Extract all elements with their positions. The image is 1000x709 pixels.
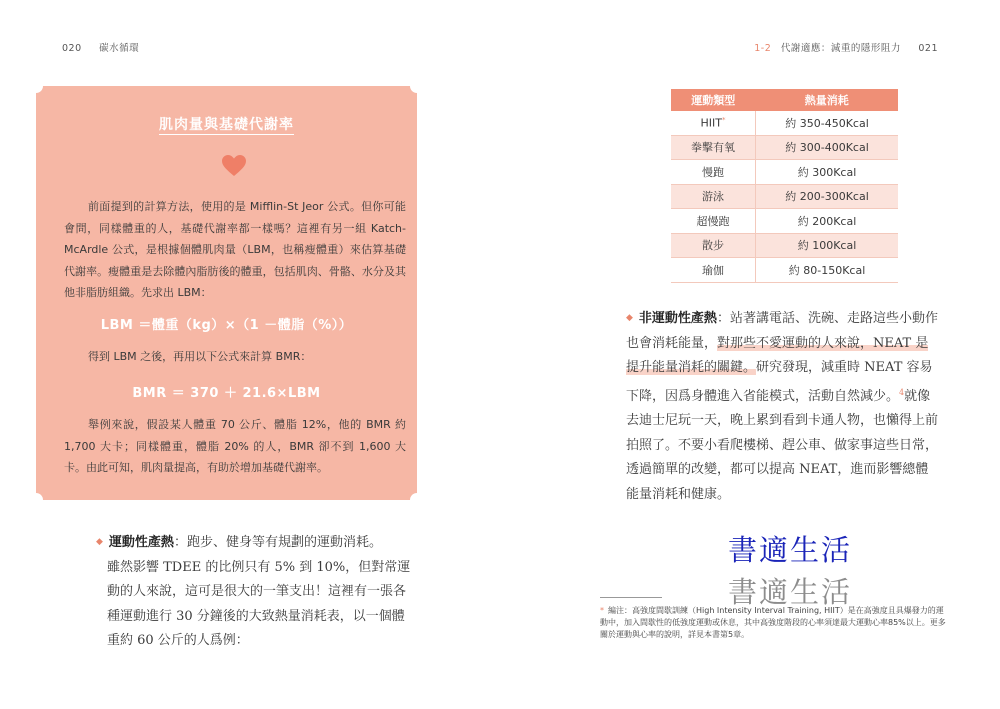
table-cell-type: HIIT bbox=[700, 116, 722, 130]
lbm-formula: LBM ＝體重（kg）×（1 －體脂（%）） bbox=[100, 318, 353, 333]
table-cell-type: 散步 bbox=[671, 233, 756, 258]
table-row bbox=[671, 258, 898, 283]
table-cell-kcal: 約 200-300Kcal bbox=[756, 184, 899, 209]
table-row bbox=[671, 135, 898, 160]
table-row bbox=[671, 111, 898, 135]
bmr-formula: BMR ＝ 370 ＋ 21.6×LBM bbox=[132, 386, 321, 401]
calorie-table bbox=[671, 89, 898, 283]
keyword-neat: 非運動性產熱 bbox=[638, 311, 717, 326]
table-row bbox=[671, 233, 898, 258]
table-cell-kcal: 約 300-400Kcal bbox=[756, 135, 899, 160]
exercise-thermogenesis-paragraph bbox=[96, 530, 412, 654]
table-cell-type: 超慢跑 bbox=[671, 209, 756, 234]
box-title: 肌肉量與基礎代謝率 bbox=[159, 117, 294, 133]
box-paragraph-2: 得到 LBM 之後，再用以下公式來計算 BMR： bbox=[88, 350, 312, 363]
chapter-title: 代謝適應：減重的隱形阻力 bbox=[780, 43, 901, 54]
right-page-number: 021 bbox=[918, 43, 938, 54]
endnote-reference: 4 bbox=[899, 387, 905, 397]
left-body-line1: ：跑步、健身等有規劃的運動消耗。 bbox=[173, 535, 382, 550]
left-body-rest: 雖然影響 TDEE 的比例只有 5% 到 10%，但對常運動的人來說，這可是很大的一筆支出！這裡有一張各種運動進行 30 分鐘後的大致熱量消耗表，以一個體重約 60 公斤的人爲例： bbox=[107, 559, 411, 648]
publisher-watermark: 書適生活 bbox=[728, 533, 853, 567]
table-cell-type: 游泳 bbox=[671, 184, 756, 209]
table-note-mark: * bbox=[721, 115, 726, 124]
box-paragraph-1: 前面提到的計算方法，使用的是 Mifflin-St Jeor 公式。但你可能會問，同樣體重的人，基礎代謝率都一樣嗎？這裡有另一組 Katch-McArdle 公式，是根據個體肌肉量（LBM，也稱瘦體重）來估算基礎代謝率。瘦體重是去除體內脂肪後的體重，包括肌肉、骨骼、水分及其他非脂肪組織。先求出 LBM： bbox=[64, 200, 406, 299]
heart-icon bbox=[222, 155, 246, 177]
table-cell-kcal: 約 300Kcal bbox=[756, 160, 899, 185]
chapter-number: 1-2 bbox=[754, 43, 772, 54]
footnote-text: 編注：高強度間歇訓練（High Intensity Interval Training, HIIT）是在高強度且具爆發力的運動中，加入間歇性的低強度運動或休息，其中高強度階段的心率須達最大運動心率85%以上。更多關於運動與心率的說明，詳見本書第5章。 bbox=[600, 606, 946, 639]
neat-part3: 就像去迪士尼玩一天，晚上累到看到卡通人物，也懶得上前拍照了。不要小看爬樓梯、趕公車、做家事這些日常，透過簡單的改變，都可以提高 NEAT，進而影響總體能量消耗和健康。 bbox=[626, 388, 939, 502]
bullet-icon: ◆ bbox=[626, 313, 633, 323]
publisher-watermark-shadow: 書適生活 bbox=[728, 575, 853, 609]
table-cell-kcal: 約 350-450Kcal bbox=[756, 111, 899, 135]
table-row bbox=[671, 160, 898, 185]
table-cell-kcal: 約 80-150Kcal bbox=[756, 258, 899, 283]
table-row bbox=[671, 209, 898, 234]
left-page-number: 020 bbox=[62, 43, 82, 54]
table-row bbox=[671, 184, 898, 209]
left-page-header bbox=[62, 40, 139, 54]
neat-highlight: 對那些不愛運動的人來說，NEAT 是提升能量消耗的關鍵。 bbox=[626, 335, 929, 375]
table-cell-kcal: 約 200Kcal bbox=[756, 209, 899, 234]
table-header-type: 運動類型 bbox=[671, 89, 756, 111]
right-page-header bbox=[754, 40, 938, 54]
table-header-row bbox=[671, 89, 898, 111]
table-cell-kcal: 約 100Kcal bbox=[756, 233, 899, 258]
neat-part1: ：站著講電話、洗碗、走路這些小動作也會消耗能量， bbox=[626, 311, 938, 351]
table-cell-type: 瑜伽 bbox=[671, 258, 756, 283]
table-cell-type: 慢跑 bbox=[671, 160, 756, 185]
keyword-exercise: 運動性產熱 bbox=[108, 535, 174, 550]
neat-part2: 研究發現，減重時 NEAT 容易下降，因爲身體進入省能模式，活動自然減少。 bbox=[626, 360, 933, 404]
table-header-kcal: 熱量消耗 bbox=[756, 89, 899, 111]
neat-paragraph bbox=[626, 306, 938, 507]
box-paragraph-3: 舉例來說，假設某人體重 70 公斤、體脂 12%，他的 BMR 約 1,700 大卡；同樣體重，體脂 20% 的人，BMR 卻不到 1,600 大卡。由此可知，肌肉量提高，有助於增加基礎代謝率。 bbox=[64, 418, 406, 474]
footnote-mark: * bbox=[600, 606, 604, 615]
footnote-divider bbox=[600, 597, 662, 598]
book-title: 碳水循環 bbox=[99, 43, 140, 54]
table-cell-type: 拳擊有氧 bbox=[671, 135, 756, 160]
footnote bbox=[600, 605, 948, 641]
bullet-icon: ◆ bbox=[96, 537, 103, 547]
